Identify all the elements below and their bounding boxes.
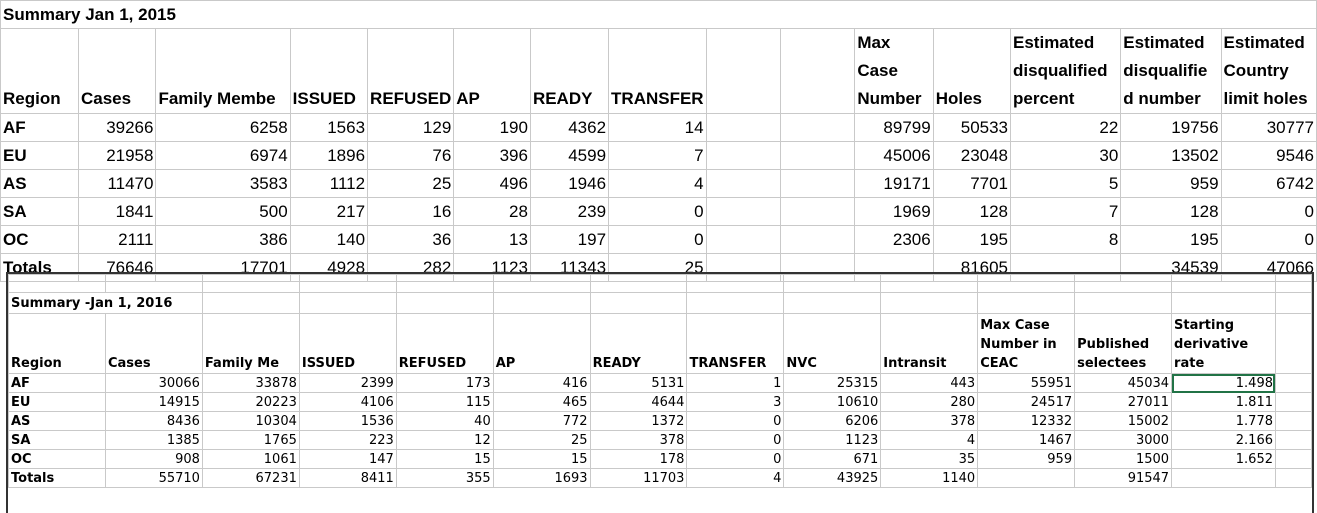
cell[interactable]: 14915 [105, 393, 202, 412]
cell[interactable]: 2399 [299, 374, 396, 393]
cell[interactable]: 16 [368, 198, 454, 226]
cell[interactable]: AF [1, 114, 79, 142]
table-row [9, 431, 1312, 450]
cell[interactable]: 20223 [202, 393, 299, 412]
cell[interactable]: 11470 [78, 170, 156, 198]
col-header-2015[interactable]: Region [1, 29, 79, 114]
col-header-2016[interactable]: READY [590, 314, 687, 374]
cell[interactable]: 25315 [784, 374, 881, 393]
cell[interactable]: AF [9, 374, 106, 393]
cell[interactable]: 8436 [105, 412, 202, 431]
cell[interactable]: 4644 [590, 393, 687, 412]
cell[interactable]: 1969 [855, 198, 933, 226]
cell[interactable]: 4599 [530, 142, 608, 170]
cell[interactable]: 45006 [855, 142, 933, 170]
cell[interactable]: 386 [156, 226, 290, 254]
cell[interactable]: 25 [493, 431, 590, 450]
cell[interactable]: 1467 [978, 431, 1075, 450]
cell[interactable] [780, 142, 854, 170]
table-row [1, 198, 1317, 226]
cell[interactable]: 197 [530, 226, 608, 254]
col-header-2016[interactable]: Cases [105, 314, 202, 374]
cell[interactable]: 25 [609, 254, 707, 282]
cell[interactable]: 671 [784, 450, 881, 469]
cell[interactable]: 1563 [290, 114, 367, 142]
cell[interactable]: 1385 [105, 431, 202, 450]
cell[interactable]: 128 [1121, 198, 1221, 226]
cell[interactable]: 15 [396, 450, 493, 469]
cell[interactable]: 9546 [1221, 142, 1316, 170]
empty-cell[interactable] [1275, 374, 1311, 393]
table-row [9, 469, 1312, 488]
cell[interactable]: 280 [881, 393, 978, 412]
col-header-2016[interactable]: Published selectees [1075, 314, 1172, 374]
cell[interactable]: 1 [687, 374, 784, 393]
cell[interactable]: AS [9, 412, 106, 431]
cell[interactable]: 2306 [855, 226, 933, 254]
cell[interactable]: SA [9, 431, 106, 450]
cell[interactable]: 12 [396, 431, 493, 450]
cell[interactable]: 35 [881, 450, 978, 469]
cell[interactable]: EU [9, 393, 106, 412]
col-header-2016[interactable]: REFUSED [396, 314, 493, 374]
cell[interactable]: 1.811 [1172, 393, 1276, 412]
cell[interactable]: 25 [368, 170, 454, 198]
summary-2016-title[interactable]: Summary -Jan 1, 2016 [9, 293, 203, 314]
cell[interactable]: 217 [290, 198, 367, 226]
cell[interactable]: 129 [368, 114, 454, 142]
cell[interactable]: 195 [1121, 226, 1221, 254]
cell[interactable]: 1123 [454, 254, 531, 282]
cell[interactable]: 908 [105, 450, 202, 469]
cell[interactable] [1172, 469, 1276, 488]
cell[interactable]: 22 [1011, 114, 1121, 142]
table-row [9, 374, 1312, 393]
cell[interactable]: 30066 [105, 374, 202, 393]
cell[interactable]: 11703 [590, 469, 687, 488]
col-header-2015[interactable]: Estimated disqualified percent [1011, 29, 1121, 114]
cell[interactable]: 1112 [290, 170, 367, 198]
cell[interactable]: 1693 [493, 469, 590, 488]
summary-2015-title[interactable]: Summary Jan 1, 2015 [1, 1, 1317, 29]
cell[interactable]: 1123 [784, 431, 881, 450]
col-header-2015[interactable] [706, 29, 780, 114]
cell[interactable] [978, 469, 1075, 488]
table-row [9, 450, 1312, 469]
cell[interactable]: 4362 [530, 114, 608, 142]
cell[interactable]: 11343 [530, 254, 608, 282]
cell[interactable] [780, 198, 854, 226]
col-header-2015[interactable]: READY [530, 29, 608, 114]
summary-2016-panel [6, 272, 1314, 513]
cell[interactable]: 1.498 [1172, 374, 1276, 393]
cell[interactable]: 1946 [530, 170, 608, 198]
cell[interactable]: 4928 [290, 254, 367, 282]
empty-cell[interactable] [1275, 314, 1311, 374]
cell[interactable]: SA [1, 198, 79, 226]
cell[interactable]: 1896 [290, 142, 367, 170]
cell[interactable]: 0 [1221, 226, 1316, 254]
col-header-2016[interactable]: NVC [784, 314, 881, 374]
cell[interactable]: 17701 [156, 254, 290, 282]
col-header-2016[interactable]: AP [493, 314, 590, 374]
cell[interactable]: 5 [1011, 170, 1121, 198]
cell[interactable]: 89799 [855, 114, 933, 142]
cell[interactable]: 7 [609, 142, 707, 170]
cell[interactable]: 959 [1121, 170, 1221, 198]
cell[interactable]: 3000 [1075, 431, 1172, 450]
col-header-2015[interactable]: Family Membe [156, 29, 290, 114]
cell[interactable]: 396 [454, 142, 531, 170]
cell[interactable]: 416 [493, 374, 590, 393]
cell[interactable]: 195 [933, 226, 1010, 254]
cell[interactable]: 91547 [1075, 469, 1172, 488]
empty-cell[interactable] [1275, 450, 1311, 469]
cell[interactable]: 7 [1011, 198, 1121, 226]
cell[interactable]: 1841 [78, 198, 156, 226]
cell[interactable]: 239 [530, 198, 608, 226]
cell[interactable]: 34539 [1121, 254, 1221, 282]
cell[interactable]: 0 [1221, 198, 1316, 226]
cell[interactable]: 40 [396, 412, 493, 431]
cell[interactable]: 6742 [1221, 170, 1316, 198]
cell[interactable]: 15002 [1075, 412, 1172, 431]
cell[interactable] [706, 226, 780, 254]
cell[interactable]: 1140 [881, 469, 978, 488]
cell[interactable]: 33878 [202, 374, 299, 393]
cell[interactable]: 178 [590, 450, 687, 469]
cell[interactable]: 55951 [978, 374, 1075, 393]
cell[interactable]: 378 [881, 412, 978, 431]
cell[interactable]: 4106 [299, 393, 396, 412]
col-header-2015[interactable]: Estimated disqualifie d number [1121, 29, 1221, 114]
cell[interactable]: 190 [454, 114, 531, 142]
cell[interactable]: 45034 [1075, 374, 1172, 393]
cell[interactable]: AS [1, 170, 79, 198]
cell[interactable]: 2.166 [1172, 431, 1276, 450]
cell[interactable]: 6206 [784, 412, 881, 431]
table-row [1, 226, 1317, 254]
cell[interactable]: EU [1, 142, 79, 170]
table-row [1, 114, 1317, 142]
cell[interactable]: 1061 [202, 450, 299, 469]
cell[interactable]: 55710 [105, 469, 202, 488]
cell[interactable]: 13502 [1121, 142, 1221, 170]
col-header-2015[interactable]: Holes [933, 29, 1010, 114]
cell[interactable]: 30 [1011, 142, 1121, 170]
cell[interactable]: 1765 [202, 431, 299, 450]
col-header-2016[interactable]: Intransit [881, 314, 978, 374]
cell[interactable]: 0 [609, 226, 707, 254]
table-row [9, 393, 1312, 412]
cell[interactable] [706, 142, 780, 170]
cell[interactable]: 19756 [1121, 114, 1221, 142]
cell[interactable]: 81605 [933, 254, 1010, 282]
cell[interactable]: 355 [396, 469, 493, 488]
cell[interactable]: 1536 [299, 412, 396, 431]
cell[interactable]: 6974 [156, 142, 290, 170]
cell[interactable]: 47066 [1221, 254, 1316, 282]
cell[interactable] [706, 198, 780, 226]
cell[interactable]: 2111 [78, 226, 156, 254]
cell[interactable]: 128 [933, 198, 1010, 226]
col-header-2016[interactable]: Family Me [202, 314, 299, 374]
cell[interactable]: 772 [493, 412, 590, 431]
cell[interactable]: 0 [609, 198, 707, 226]
cell[interactable]: 4 [687, 469, 784, 488]
cell[interactable]: Totals [9, 469, 106, 488]
cell[interactable]: 378 [590, 431, 687, 450]
cell[interactable]: 8411 [299, 469, 396, 488]
cell[interactable]: 27011 [1075, 393, 1172, 412]
cell[interactable]: 5131 [590, 374, 687, 393]
cell[interactable]: 13 [454, 226, 531, 254]
summary-2016-table [8, 274, 1312, 488]
cell[interactable]: 1500 [1075, 450, 1172, 469]
cell[interactable]: 3583 [156, 170, 290, 198]
cell[interactable] [706, 170, 780, 198]
cell[interactable]: 282 [368, 254, 454, 282]
cell[interactable]: 14 [609, 114, 707, 142]
cell[interactable]: 147 [299, 450, 396, 469]
col-header-2016[interactable]: Max Case Number in CEAC [978, 314, 1075, 374]
cell[interactable]: 4 [881, 431, 978, 450]
cell[interactable]: 39266 [78, 114, 156, 142]
cell[interactable]: 10304 [202, 412, 299, 431]
cell[interactable]: 36 [368, 226, 454, 254]
col-header-2016[interactable]: ISSUED [299, 314, 396, 374]
cell[interactable]: 4 [609, 170, 707, 198]
cell[interactable]: 223 [299, 431, 396, 450]
col-header-2015[interactable]: Estimated Country limit holes [1221, 29, 1316, 114]
cell[interactable]: 1.652 [1172, 450, 1276, 469]
cell[interactable]: 465 [493, 393, 590, 412]
col-header-2015[interactable]: ISSUED [290, 29, 367, 114]
cell[interactable]: OC [9, 450, 106, 469]
table-row [1, 142, 1317, 170]
col-header-2016[interactable]: Starting derivative rate [1172, 314, 1276, 374]
cell[interactable]: 21958 [78, 142, 156, 170]
cell[interactable]: 1.778 [1172, 412, 1276, 431]
cell[interactable]: 10610 [784, 393, 881, 412]
cell[interactable]: 43925 [784, 469, 881, 488]
cell[interactable]: 6258 [156, 114, 290, 142]
cell[interactable]: 173 [396, 374, 493, 393]
cell[interactable]: 0 [687, 431, 784, 450]
cell[interactable] [780, 226, 854, 254]
cell[interactable]: 12332 [978, 412, 1075, 431]
col-header-2015[interactable]: REFUSED [368, 29, 454, 114]
cell[interactable]: 76646 [78, 254, 156, 282]
cell[interactable]: 23048 [933, 142, 1010, 170]
cell[interactable]: 959 [978, 450, 1075, 469]
col-header-2016[interactable]: TRANSFER [687, 314, 784, 374]
cell[interactable]: 496 [454, 170, 531, 198]
cell[interactable]: 15 [493, 450, 590, 469]
empty-cell[interactable] [1275, 431, 1311, 450]
table-row [1, 170, 1317, 198]
empty-cell[interactable] [1275, 469, 1311, 488]
col-header-2016[interactable]: Region [9, 314, 106, 374]
cell[interactable]: 443 [881, 374, 978, 393]
table-row [9, 412, 1312, 431]
cell[interactable]: 500 [156, 198, 290, 226]
cell[interactable]: 115 [396, 393, 493, 412]
cell[interactable]: 8 [1011, 226, 1121, 254]
col-header-2015[interactable]: Max Case Number [855, 29, 933, 114]
col-header-2015[interactable]: AP [454, 29, 531, 114]
cell[interactable]: OC [1, 226, 79, 254]
empty-cell[interactable] [1275, 393, 1311, 412]
cell[interactable]: 19171 [855, 170, 933, 198]
cell[interactable]: Totals [1, 254, 79, 282]
cell[interactable]: 3 [687, 393, 784, 412]
col-header-2015[interactable]: Cases [78, 29, 156, 114]
cell[interactable]: 76 [368, 142, 454, 170]
cell[interactable]: 50533 [933, 114, 1010, 142]
empty-cell[interactable] [1275, 412, 1311, 431]
cell[interactable] [780, 114, 854, 142]
cell[interactable]: 30777 [1221, 114, 1316, 142]
cell[interactable]: 0 [687, 412, 784, 431]
cell[interactable] [706, 114, 780, 142]
cell[interactable]: 7701 [933, 170, 1010, 198]
cell[interactable]: 140 [290, 226, 367, 254]
col-header-2015[interactable]: TRANSFER [609, 29, 707, 114]
cell[interactable]: 24517 [978, 393, 1075, 412]
cell[interactable]: 67231 [202, 469, 299, 488]
col-header-2015[interactable] [780, 29, 854, 114]
cell[interactable]: 0 [687, 450, 784, 469]
cell[interactable]: 1372 [590, 412, 687, 431]
cell[interactable]: 28 [454, 198, 531, 226]
cell[interactable] [780, 170, 854, 198]
